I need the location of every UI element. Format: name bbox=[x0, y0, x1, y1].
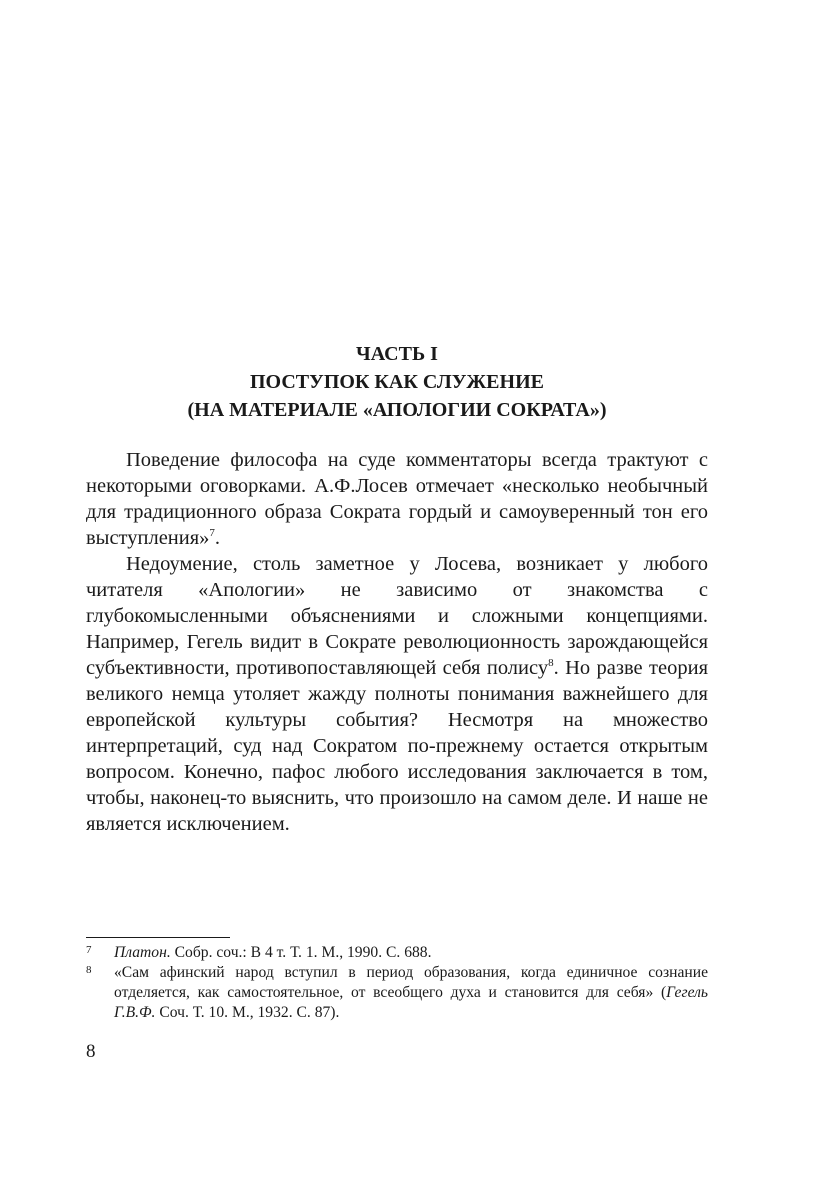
footnote-number: 8 bbox=[86, 964, 92, 976]
chapter-heading bbox=[86, 340, 708, 424]
part-title: ПОСТУПОК КАК СЛУЖЕНИЕ bbox=[250, 371, 544, 393]
footnote-text: «Сам афинский народ вступил в период образования, когда единичное сознание отделяется, как самостоятельное, от всеобщего духа и становится для себя» ( bbox=[114, 964, 708, 1001]
paragraph-text: Недоумение, столь заметное у Лосева, возникает у любого читателя «Апологии» не зависимо от знакомства с глубокомысленными объяснениями и сложными концепциями. Например, Гегель видит в Сократе революционность зарождающейся субъективности, противопоставляющей себя полису bbox=[86, 553, 708, 679]
paragraph-text: Поведение философа на суде комментаторы всегда трактуют с некоторыми оговорками. А.Ф.Лосев отмечает «несколько необычный для традиционного образа Сократа гордый и самоуверенный тон его выступления» bbox=[86, 449, 708, 549]
footnote bbox=[86, 963, 708, 1023]
footnote-divider bbox=[86, 937, 230, 938]
footnote bbox=[86, 943, 708, 963]
main-text bbox=[86, 447, 708, 837]
footnote-text: Собр. соч.: В 4 т. Т. 1. М., 1990. С. 688. bbox=[170, 944, 432, 961]
paragraph-text: . bbox=[214, 527, 221, 549]
page-number: 8 bbox=[86, 1041, 96, 1062]
part-subtitle: (НА МАТЕРИАЛЕ «АПОЛОГИИ СОКРАТА») bbox=[187, 399, 607, 421]
footnotes bbox=[86, 943, 708, 1023]
footnote-ref[interactable]: 8 bbox=[548, 657, 554, 670]
paragraph bbox=[86, 551, 708, 837]
footnote-text: Соч. Т. 10. М., 1932. С. 87). bbox=[155, 1004, 340, 1021]
paragraph bbox=[86, 447, 708, 551]
part-label: ЧАСТЬ I bbox=[356, 343, 438, 365]
footnote-author: Гегель Г.В.Ф. bbox=[114, 984, 708, 1021]
paragraph-text: . Но разве теория великого немца утоляет жажду полноты понимания важнейшего для европейской культуры события? Несмотря на множество интерпретаций, суд над Сократом по-прежнему остается открытым вопросом. Конечно, пафос любого исследования заключается в том, чтобы, наконец-то выяснить, что произошло на самом деле. И наше не является исключением. bbox=[86, 657, 708, 835]
footnote-author: Платон. bbox=[114, 944, 171, 961]
footnote-number: 7 bbox=[86, 944, 92, 956]
footnote-ref[interactable]: 7 bbox=[209, 527, 215, 540]
